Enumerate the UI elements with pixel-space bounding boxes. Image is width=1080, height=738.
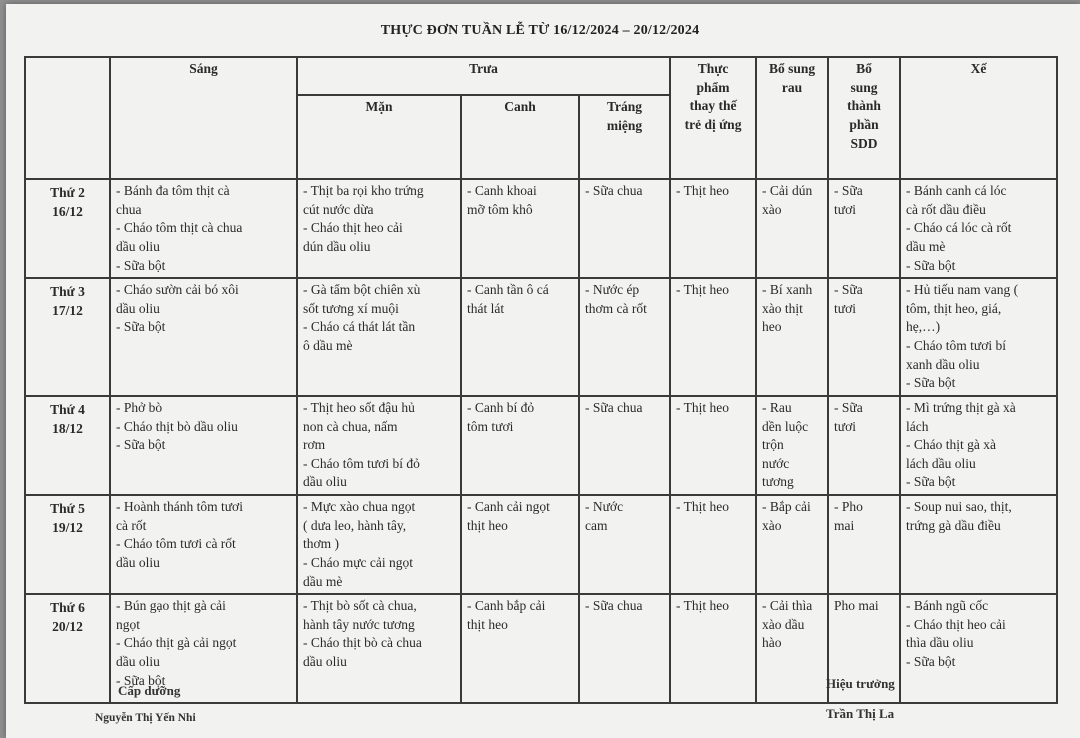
footer-right-name: Trần Thị La: [826, 706, 895, 721]
cell-line: 20/12: [52, 618, 83, 634]
cell-line: dầu mè: [906, 238, 946, 254]
cell-line: ngọt: [116, 616, 141, 632]
cell-line: dầu oliu: [116, 300, 160, 316]
cell-line: - Soup nui sao, thịt,: [906, 499, 1012, 514]
cell-line: dầu oliu: [303, 654, 347, 669]
trang-mieng-cell: [579, 278, 670, 396]
cell-line: tươi: [834, 201, 856, 217]
sang-cell: [110, 179, 297, 278]
thuc-pham-cell: [670, 594, 756, 703]
cell-line: tươi: [834, 300, 856, 316]
cell-line: non cà chua, nấm: [303, 418, 398, 434]
cell-line: - Nước: [585, 499, 624, 514]
cell-line: - Cháo cá lóc cà rốt: [906, 220, 1012, 236]
cell-line: Thứ 2: [50, 185, 85, 200]
cell-line: - Sữa bột: [906, 375, 956, 391]
cell-line: Thứ 5: [50, 501, 85, 516]
cell-line: thịt heo: [467, 517, 508, 533]
cell-line: - Thịt ba rọi kho trứng: [303, 183, 424, 198]
cell-line: 16/12: [52, 203, 83, 219]
xe-cell: [900, 179, 1057, 278]
cell-line: - Sữa bột: [116, 672, 166, 688]
cell-line: - Sữa: [834, 399, 863, 415]
header-bo-sung-sdd: [828, 57, 900, 179]
cell-line: - Hoành thánh tôm tươi: [116, 499, 243, 514]
day-row: [25, 495, 1057, 594]
sdd-cell: [828, 396, 900, 495]
day-cell: [25, 396, 110, 495]
rau-cell: [756, 594, 828, 703]
cell-line: - Cải dún: [762, 183, 813, 198]
cell-line: dầu oliu: [116, 554, 160, 570]
menu-table: [24, 56, 1058, 704]
cell-line: Thực: [697, 61, 729, 76]
cell-line: cà rốt: [116, 517, 147, 533]
cell-line: - Sữa: [834, 183, 863, 198]
cell-line: chua: [116, 201, 142, 217]
canh-cell: [461, 179, 579, 278]
cell-line: - Bún gạo thịt gà cải: [116, 598, 226, 614]
cell-line: - Sữa chua: [585, 183, 643, 198]
thuc-pham-cell: [670, 278, 756, 396]
cell-line: - Cháo mực cải ngọt: [303, 554, 414, 570]
rau-cell: [756, 495, 828, 594]
cell-line: - Thịt heo: [676, 598, 730, 614]
header-sang: Sáng: [110, 57, 297, 179]
man-cell: [297, 594, 461, 703]
cell-line: dún dầu oliu: [303, 238, 371, 254]
cell-line: - Cháo sườn cải bó xôi: [116, 282, 239, 298]
cell-line: - Cháo thịt gà xà: [906, 437, 997, 453]
cell-line: - Canh bắp cải: [467, 598, 546, 614]
cell-line: tươi: [834, 418, 856, 434]
cell-line: trứng gà dầu điều: [906, 517, 1001, 533]
cell-line: dầu oliu: [116, 654, 160, 669]
header-row-1: [25, 57, 1057, 95]
cell-line: tôm tươi: [467, 418, 514, 434]
sang-cell: [110, 495, 297, 594]
thuc-pham-cell: [670, 396, 756, 495]
thuc-pham-cell: [670, 179, 756, 278]
header-thuc-pham: [670, 57, 756, 179]
cell-line: - Cháo cá thát lát tần: [303, 319, 416, 335]
cell-line: - Canh cải ngọt: [467, 499, 550, 514]
cell-line: - Bắp cải: [762, 499, 811, 514]
cell-line: xào: [762, 201, 782, 217]
cell-line: - Mực xào chua ngọt: [303, 499, 416, 514]
sdd-cell: [828, 495, 900, 594]
cell-line: nước: [762, 455, 790, 471]
cell-line: cút nước dừa: [303, 201, 374, 217]
cell-line: - Sữa bột: [116, 257, 166, 273]
cell-line: 17/12: [52, 302, 83, 318]
cell-line: - Thịt heo: [676, 499, 730, 514]
trang-mieng-cell: [579, 396, 670, 495]
cell-line: - Sữa bột: [116, 319, 166, 335]
header-trang-mieng: [579, 95, 670, 179]
cell-line: dầu oliu: [116, 238, 160, 254]
cell-line: - Sữa bột: [906, 257, 956, 273]
canh-cell: [461, 278, 579, 396]
cell-line: - Phở bò: [116, 399, 163, 415]
cell-line: - Sữa chua: [585, 399, 643, 415]
rau-cell: [756, 179, 828, 278]
xe-cell: [900, 495, 1057, 594]
man-cell: [297, 179, 461, 278]
sdd-cell: [828, 278, 900, 396]
sang-cell: [110, 396, 297, 495]
cell-line: phần: [849, 116, 879, 132]
day-cell: [25, 594, 110, 703]
cell-line: - Thịt bò sốt cà chua,: [303, 598, 417, 614]
cell-line: - Canh tần ô cá: [467, 282, 549, 298]
cell-line: - Thịt heo sốt đậu hủ: [303, 399, 415, 415]
cell-line: dầu mè: [303, 573, 343, 589]
header-man: Mặn: [297, 95, 461, 179]
footer-left-name: Nguyễn Thị Yến Nhi: [95, 712, 196, 724]
cell-line: phẩm: [696, 79, 730, 95]
man-cell: [297, 396, 461, 495]
trang-mieng-cell: [579, 495, 670, 594]
cell-line: Bổ sung: [768, 61, 816, 76]
cell-line: thìa dầu oliu: [906, 635, 974, 651]
day-cell: [25, 278, 110, 396]
cell-line: sốt tương xí muội: [303, 300, 399, 316]
cell-line: Tráng: [607, 99, 643, 114]
cell-line: thơm cà rốt: [585, 300, 647, 316]
cell-line: - Cháo thịt heo cải: [303, 220, 403, 236]
canh-cell: [461, 396, 579, 495]
cell-line: ô dầu mè: [303, 338, 353, 353]
cell-line: cam: [585, 517, 608, 533]
cell-line: - Nước ép: [585, 282, 640, 298]
header-day: [25, 57, 110, 179]
trang-mieng-cell: [579, 594, 670, 703]
cell-line: - Cháo thịt gà cải ngọt: [116, 635, 237, 651]
cell-line: mai: [834, 517, 855, 533]
cell-line: - Sữa: [834, 282, 863, 298]
sang-cell: [110, 278, 297, 396]
cell-line: 18/12: [52, 420, 83, 436]
cell-line: rơm: [303, 437, 326, 453]
cell-line: - Hủ tiếu nam vang (: [906, 282, 1019, 298]
footer-right-title: Hiệu trưởng: [826, 676, 895, 691]
cell-line: dầu oliu: [303, 474, 347, 490]
day-row: [25, 179, 1057, 278]
man-cell: [297, 495, 461, 594]
cell-line: xào thịt: [762, 300, 803, 316]
cell-line: SDD: [850, 135, 878, 151]
cell-line: tương: [762, 474, 794, 490]
cell-line: hẹ,…): [906, 319, 941, 335]
footer-left-title: Cấp dưỡng: [118, 683, 181, 698]
day-cell: [25, 495, 110, 594]
cell-line: - Cải thìa: [762, 598, 813, 614]
cell-line: - Pho: [834, 499, 863, 514]
cell-line: - Canh khoai: [467, 183, 537, 198]
cell-line: Bổ: [856, 61, 872, 76]
cell-line: Thứ 6: [50, 600, 85, 616]
day-cell: [25, 179, 110, 278]
xe-cell: [900, 396, 1057, 495]
cell-line: - Rau: [762, 399, 792, 415]
page-title: THỰC ĐƠN TUẦN LỄ TỪ 16/12/2024 – 20/12/2024: [380, 23, 700, 38]
cell-line: tôm, thịt heo, giá,: [906, 300, 1002, 316]
cell-line: - Cháo tôm tươi bí: [906, 338, 1006, 353]
man-cell: [297, 278, 461, 396]
cell-line: Pho mai: [834, 598, 879, 614]
cell-line: heo: [762, 319, 782, 335]
cell-line: xào: [762, 517, 782, 533]
cell-line: sung: [850, 79, 878, 95]
cell-line: lách dầu oliu: [906, 455, 976, 471]
cell-line: hào: [762, 635, 782, 651]
cell-line: thịt heo: [467, 616, 508, 632]
cell-line: - Cháo thịt heo cải: [906, 616, 1006, 632]
trang-mieng-cell: [579, 179, 670, 278]
cell-line: thành: [847, 98, 881, 114]
cell-line: - Cháo tôm tươi cà rốt: [116, 536, 236, 552]
cell-line: miệng: [606, 117, 643, 133]
cell-line: - Bánh ngũ cốc: [906, 598, 989, 614]
cell-line: - Thịt heo: [676, 183, 730, 198]
cell-line: lách: [906, 418, 929, 434]
cell-line: dền luộc: [762, 418, 809, 434]
cell-line: - Sữa bột: [116, 437, 166, 453]
day-row: [25, 278, 1057, 396]
header-xe: Xế: [900, 57, 1057, 179]
cell-line: - Thịt heo: [676, 282, 730, 298]
cell-line: - Bánh canh cá lóc: [906, 183, 1007, 198]
cell-line: 19/12: [52, 519, 83, 535]
cell-line: thát lát: [467, 300, 505, 316]
cell-line: Thứ 4: [50, 401, 85, 417]
canh-cell: [461, 495, 579, 594]
day-row: [25, 396, 1057, 495]
cell-line: - Sữa bột: [906, 654, 956, 669]
thuc-pham-cell: [670, 495, 756, 594]
cell-line: xanh dầu oliu: [906, 356, 980, 372]
cell-line: - Gà tẩm bột chiên xù: [303, 282, 421, 298]
header-trua: Trưa: [297, 57, 670, 95]
cell-line: - Bánh đa tôm thịt cà: [116, 183, 230, 198]
rau-cell: [756, 278, 828, 396]
cell-line: - Thịt heo: [676, 399, 730, 415]
canh-cell: [461, 594, 579, 703]
cell-line: - Sữa chua: [585, 598, 643, 614]
cell-line: - Cháo tôm thịt cà chua: [116, 220, 243, 236]
cell-line: thơm ): [303, 536, 340, 552]
cell-line: - Canh bí đỏ: [467, 399, 535, 415]
cell-line: cà rốt dầu điều: [906, 201, 986, 217]
cell-line: - Cháo thịt bò dầu oliu: [116, 418, 238, 434]
cell-line: mỡ tôm khô: [467, 201, 533, 217]
xe-cell: [900, 594, 1057, 703]
cell-line: rau: [781, 79, 803, 95]
cell-line: trẻ dị ứng: [684, 116, 742, 132]
cell-line: - Sữa bột: [906, 474, 956, 490]
cell-line: trộn: [762, 437, 784, 453]
cell-line: - Cháo tôm tươi bí đỏ: [303, 455, 420, 471]
rau-cell: [756, 396, 828, 495]
cell-line: thay thế: [689, 98, 737, 114]
cell-line: - Mì trứng thịt gà xà: [906, 399, 1016, 415]
xe-cell: [900, 278, 1057, 396]
cell-line: hành tây nước tương: [303, 616, 415, 632]
menu-body: [25, 179, 1057, 703]
cell-line: xào dầu: [762, 616, 805, 632]
cell-line: ( dưa leo, hành tây,: [303, 517, 407, 533]
cell-line: - Bí xanh: [762, 282, 813, 298]
header-canh: Canh: [461, 95, 579, 179]
cell-line: - Cháo thịt bò cà chua: [303, 635, 422, 651]
header-bo-sung-rau: [756, 57, 828, 179]
sdd-cell: [828, 179, 900, 278]
cell-line: Thứ 3: [50, 284, 85, 300]
